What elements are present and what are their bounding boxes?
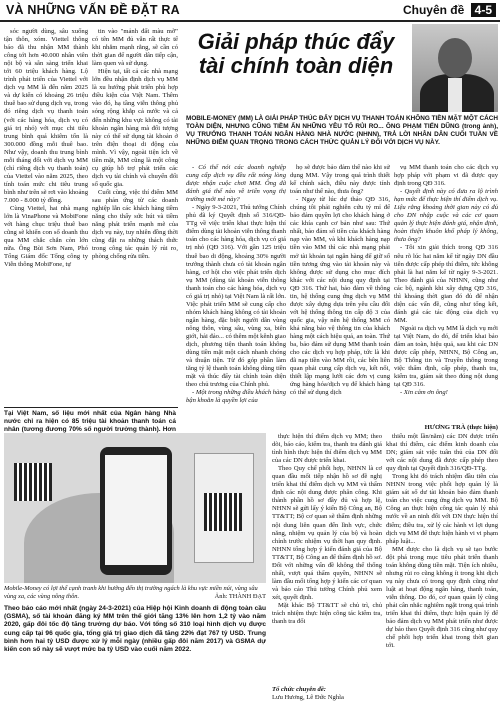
section-title: VÀ NHỮNG VẤN ĐỀ ĐẶT RA xyxy=(6,3,180,17)
mobile-money-photo xyxy=(4,433,266,583)
paragraph: vụ MM thanh toán cho các dịch vụ hợp pháp với phạm vi đã được quy định trong QĐ 316. xyxy=(394,164,498,188)
paragraph: thiểu một lần/năm) các DN được triển khai thí điểm, các điểm kinh doanh của DN; giám sát việc tuân thủ của DN đối với các nội dung đã được cấp phép theo quy định tại Quyết định 316/QĐ-TTg. xyxy=(386,433,498,473)
article-title xyxy=(186,30,406,78)
paragraph: - Có thể nói các doanh nghiệp cung cấp dịch vụ đều rất nóng lòng được nhận cuộc chơi MM. Ông đã đánh giá thế nào về triển vọng thị trường mới mẻ này? xyxy=(186,164,286,204)
paragraph: Cùng Viettel, hai nhà mạng lớn là VinaPhone và MobiFone với hàng chục triệu thuê bao cũng sẽ khiến con số doanh thu qua MM chắc chắn còn lớn nữa. Ông Bùi Sơn Nam, Phó Tổng Giám đốc Tổng công ty Viễn thông MobiFone, tự xyxy=(4,205,88,269)
paragraph: - Ngày 9-3-2021, Thủ tướng Chính phủ đã ký Quyết định số 316/QĐ-TTg về việc triển khai thực hiện thí điểm dùng tài khoản viễn thông thanh toán cho các hàng hóa, dịch vụ có giá trị nhỏ (QĐ 316). Với gần 125 triệu thuê bao di động, khoảng 30% người trưởng thành chưa có tài khoản ngân hàng, cơ hội cho việc phát triển dịch vụ MM (dùng tài khoản viễn thông thanh toán cho các hàng hóa, dịch vụ có giá trị nhỏ) tại Việt Nam là rất lớn. Việc phát triển MM sẽ cung cấp cho nhóm khách hàng không có tài khoản ngân hàng, đặc biệt người dân vùng nông thôn, vùng sâu, vùng xa, biên giới, hải đảo... có thêm một kênh giao dịch, phương tiện thanh toán không dùng tiền mặt một cách nhanh chóng và thuận tiện. Từ đó góp phần làm tăng tỷ lệ thanh toán không dùng tiền mặt và thúc đẩy tài chính toàn diện theo chủ trương của Chính phủ. xyxy=(186,204,286,389)
column-bottom-1 xyxy=(272,433,382,685)
photo-caption xyxy=(4,585,266,601)
paragraph: MM được cho là dịch vụ sẽ tạo bước đột phá trong mục tiêu phát triển thanh toán không dùng tiền mặt. Tiện ích nhiều, nhưng rủi ro cũng không ít trong khi dịch vụ này chưa có trong quy định cũng như luật at hoạt động ngân hàng, thanh toán, viễn thông. Do đó, cơ quan quản lý cũng phải cân nhắc nghiêm ngặt trong quá trình triển khai thí điểm, thực hiện quản lý để bảo đảm dịch vụ MM phát triển như được dự báo theo Quyết định 316 cũng như quy chế phối hợp triển khai trong thời gian tới. xyxy=(386,545,498,650)
paragraph: - Xin cảm ơn ông! xyxy=(400,389,448,397)
paragraph: thực hiện thí điểm dịch vụ MM; theo dõi, báo cáo, kiểm tra, thanh tra đánh giá tình hình thực hiện thí điểm dịch vụ MM của các DN được triển khai. xyxy=(272,433,382,465)
byline: HƯƠNG TRÀ (thực hiện) xyxy=(424,424,498,431)
paragraph: Ngoài ra dịch vụ MM là dịch vụ mới tại Việt Nam, do đó, để triển khai bảo đảm an toàn, hiệu quả, sau khi các DN được cấp phép, NHNN, Bộ Công an, Bộ Thông tin và Truyền thông trong việc thẩm định, cấp phép, thanh tra, kiểm tra, giám sát theo đúng nội dung tại QĐ 316. xyxy=(394,324,498,389)
column-left-2 xyxy=(92,28,178,406)
column-bottom-2 xyxy=(386,433,498,713)
paragraph: Trong khi đó trách nhiệm đầu tiên của NHNN trong việc phối hợp quản lý là giám sát số dư tài khoản bảo đảm thanh toán cho việc cung ứng dịch vụ MM. Bộ Công an thực hiện công tác quản lý nhà nước về an ninh đối với DN thực hiện thí điểm; điều tra, xử lý các hành vi lợi dụng dịch vụ MM để thực hiện hành vi vi phạm pháp luật... xyxy=(386,473,498,545)
column-mid-2 xyxy=(290,164,390,426)
gsma-box: Theo báo cáo mới nhất (ngày 24-3-2021) của Hiệp hội Kinh doanh di động toàn cầu (GSMA), số tài khoản đăng ký MM trên thế giới tăng 13% lên hơn 1,2 tỷ vào năm 2020, gấp đôi tốc độ tăng trưởng dự báo. Với tổng số 310 loại hình dịch vụ được cung cấp tại 96 quốc gia, tổng giá trị giao dịch đã tăng 22% đạt 767 tỷ USD. Trung bình hơn hai tỷ USD được xử lý mỗi ngày (nhiều gấp đôi năm 2017) và GSMA dự kiến con số này sẽ vượt mức ba tỷ USD vào cuối năm 2022. xyxy=(4,605,266,654)
paragraph: Hiện tại, tất cả các nhà mạng lớn đều nhận định dịch vụ MM là xu hướng phát triển phù hợp điều kiện của Việt Nam. Thêm vào đó, hạ tầng viễn thông phủ sóng rộng khắp cả nước và cả đến những khu vực không có tài khoản ngân hàng mà đối tượng này có thể sử dụng tài khoản ở trên điện thoại di động của mình. Vì vậy, ngoài tiện ích về tiền mặt, MM cũng là một công cụ giúp hỗ trợ phát triển các dịch vụ tài chính và chuyển đổi số quốc gia. xyxy=(92,68,178,188)
paragraph: họ sẽ được bảo đảm thế nào khi sử dụng MM. Vậy trong quá trình thiết kế chính sách, điều này được tính toán như thế nào, thưa ông? xyxy=(290,164,390,196)
paragraph: - Tôi xin giải thích trong QĐ 316 nêu rõ lúc hai năm kể từ ngày DN đầu tiên được cấp phép thí điểm, tức không phải là hai năm kể từ ngày 9-3-2021. Theo đánh giá của NHNN, cũng như các bộ, ngành khi xây dựng QĐ 316, thì khoảng thời gian đó đủ để nhận diện các vấn đề, cũng như tổng kết, đánh giá các tác động của dịch vụ MM. xyxy=(394,244,498,324)
page-number: 4-5 xyxy=(471,3,496,17)
column-left-1 xyxy=(4,28,88,406)
photo-credit: Ảnh: THÀNH ĐẠT xyxy=(214,593,266,600)
paragraph: - Ngay từ lúc dự thảo QĐ 316, chúng tôi phải nghiên cứu tỷ mỉ để bảo đảm quyền lợi cho khách hàng ở các khía cạnh cơ bản như sau: Thứ nhất, bảo đảm số tiền của khách hàng nạp vào MM, và khi khách hàng nạp tiền vào MM thì các nhà mạng phải mở tài khoản tại ngân hàng để giữ số tiền tương ứng vào tài khoản này và không được sử dụng cho mục đích khác với các nội dung quy định tại QĐ 316. Thứ hai, bảo đảm về thông tin, hệ thống cung ứng dịch vụ MM được xây dựng dựa trên yêu cầu đối với hệ thống thông tin cấp độ 3 của quốc gia, vậy nên hệ thống MM có khả năng bảo vệ thông tin của khách hàng một cách hiệu quả, an toàn. Thứ ba, bảo đảm sử dụng MM thanh toán cho các dịch vụ hợp pháp, tức là khi đã nạp tiền vào MM rồi, các bên liên quan phải cung cấp dịch vụ, kết nối, thiết lập mạng lưới các đơn vị cung ứng hàng hóa/dịch vụ để khách hàng có thể sử dụng dịch xyxy=(290,196,390,397)
column-right xyxy=(394,164,498,422)
paragraph: Mặt khác Bộ TT&TT sẽ chủ trì, chủ trách nhiệm thực hiện công tác kiểm tra, thanh tra đối xyxy=(272,601,382,626)
title-line-1: Giải pháp thúc đẩy xyxy=(197,29,395,54)
title-line-2: tài chính toàn diện xyxy=(198,53,394,78)
column-mid-1 xyxy=(186,164,286,426)
paragraph: Cuối cùng, việc thí điểm MM sau phản ứng từ các doanh nghiệp lẫn các khách hàng tiềm năng cho thấy sức hút và tiềm năng phát triển mạnh mẽ của dịch vụ này, tuy nhiên đồng thời cũng đặt ra những thách thức trong công tác quản lý rủi ro, phòng chống rửa tiền. xyxy=(92,188,178,261)
author-credit xyxy=(272,686,402,702)
paragraph: Theo Quy chế phối hợp, NHNN là cơ quan đầu mối tiếp nhận hồ sơ đề nghị triển khai thí điểm dịch vụ MM và thẩm định các nội dung được phân công. Khi thành phần hồ sơ đầy đủ và hợp lệ, NHNN sẽ gửi lấy ý kiến Bộ Công an, Bộ TT&TT; Bộ cơ quan sẽ thẩm định những nội dung liên quan đến lĩnh vực, chức năng, nhiệm vụ quản lý của bộ và hoàn chỉnh trước nhiệm vụ thời hạn quy định. NHNN tổng hợp ý kiến đánh giá của Bộ TT&TT, Bộ Công an để thẩm định hồ sơ. Đối với những vấn đề không thể thống nhất, vượt quá thẩm quyền, NHNN sẽ làm đầu mối tổng hợp ý kiến các cơ quan và báo cáo Thủ tướng Chính phủ xem xét, quyết định. xyxy=(272,465,382,601)
paragraph: sóc người dùng, sâu xuống tận thôn, xóm. Viettel thông báo đã thu nhận MM thành công tới hơn 40.000 nhân viên nội bộ và sẵn sàng triển khai tới 60 triệu khách hàng. Lộ trình phát triển của Viettel với dịch vụ MM là đến năm 2025 và dự kiến có khoảng 26 triệu thuê bao sử dụng dịch vụ, trong đó riêng dịch vụ thanh toán (với các hàng hóa, dịch vụ có giá trị nhỏ) với mục chi tiêu trung bình quá khiêm tốn là 300.000 đồng mỗi thuê bao. Như vậy, doanh thu trung bình mỗi tháng đối với dịch vụ MM (chỉ riêng dịch vụ thanh toán) của Viettel vào năm 2025, theo tính toán mức chi tiêu trung bình như trên sẽ rơi vào khoảng 7.000 - 8.000 tỷ đồng. xyxy=(4,28,88,204)
article-lead: MOBILE-MONEY (MM) LÀ GIẢI PHÁP THÚC ĐẨY DỊCH VỤ THANH TOÁN KHÔNG TIỀN MẶT MỘT CÁCH TOÀN DIỆN, NHƯNG CŨNG TIỀM ẨN NHỮNG YÊU TỐ RỦI RO... ÔNG PHẠM TIẾN DŨNG (trong ảnh), VỤ TRƯỞNG THANH TOÁN NGÂN HÀNG NHÀ NƯỚC (NHNN), TRẢ LỜI NHÂN DÂN CUỐI TUẦN VỀ NHỮNG ĐIỂM QUAN TRỌNG TRONG CÁCH THỨC QUẢN LÝ ĐỐI VỚI DỊCH VỤ NÀY. xyxy=(186,115,498,147)
sidebox-text: Tại Việt Nam, số liệu mới nhất của Ngân hàng Nhà nước chỉ ra hiện có 85 triệu tài khoản thanh toán cá nhân (tương đương 70% số người trưởng thành). Hơn xyxy=(4,410,176,434)
paragraph: - Quyết định này có đưa ra lộ trình hạn mức để thực hiện thí điểm dịch vụ. Liệu rằng khoảng thời gian này có đủ cho DN nhập cuộc và các cơ quan quản lý thực hiện đánh giá, nhận định, hoàn thiện khuôn khổ pháp lý không, thưa ông? xyxy=(394,188,498,244)
paragraph: tin vào "mảnh đất màu mỡ" có tên MM đủ vẫn rất thực tế khi nhắm mạnh rằng, sẽ cần có thời gian để người dân tiếp cận, làm quen và sử dụng. xyxy=(92,28,178,68)
page-header xyxy=(0,0,500,22)
portrait-photo xyxy=(412,24,498,112)
chuyen-de-label xyxy=(403,3,496,17)
divider xyxy=(4,407,178,408)
paragraph: - Một trong những điều khách hàng bận khoăn là quyền lợi của xyxy=(186,389,286,405)
author-names: Lưu Hương, Lê Đức Nghĩa xyxy=(272,694,344,701)
caption-text: Mobile-Money có lợi thế cạnh tranh khi hướng đến thị trường ngách là khu vực miền núi, vùng sâu vùng xa, các vùng nông thôn. xyxy=(4,585,258,600)
author-label: Tổ chức chuyên đề: xyxy=(272,686,326,693)
chuyen-de-text: Chuyên đề xyxy=(402,3,465,17)
